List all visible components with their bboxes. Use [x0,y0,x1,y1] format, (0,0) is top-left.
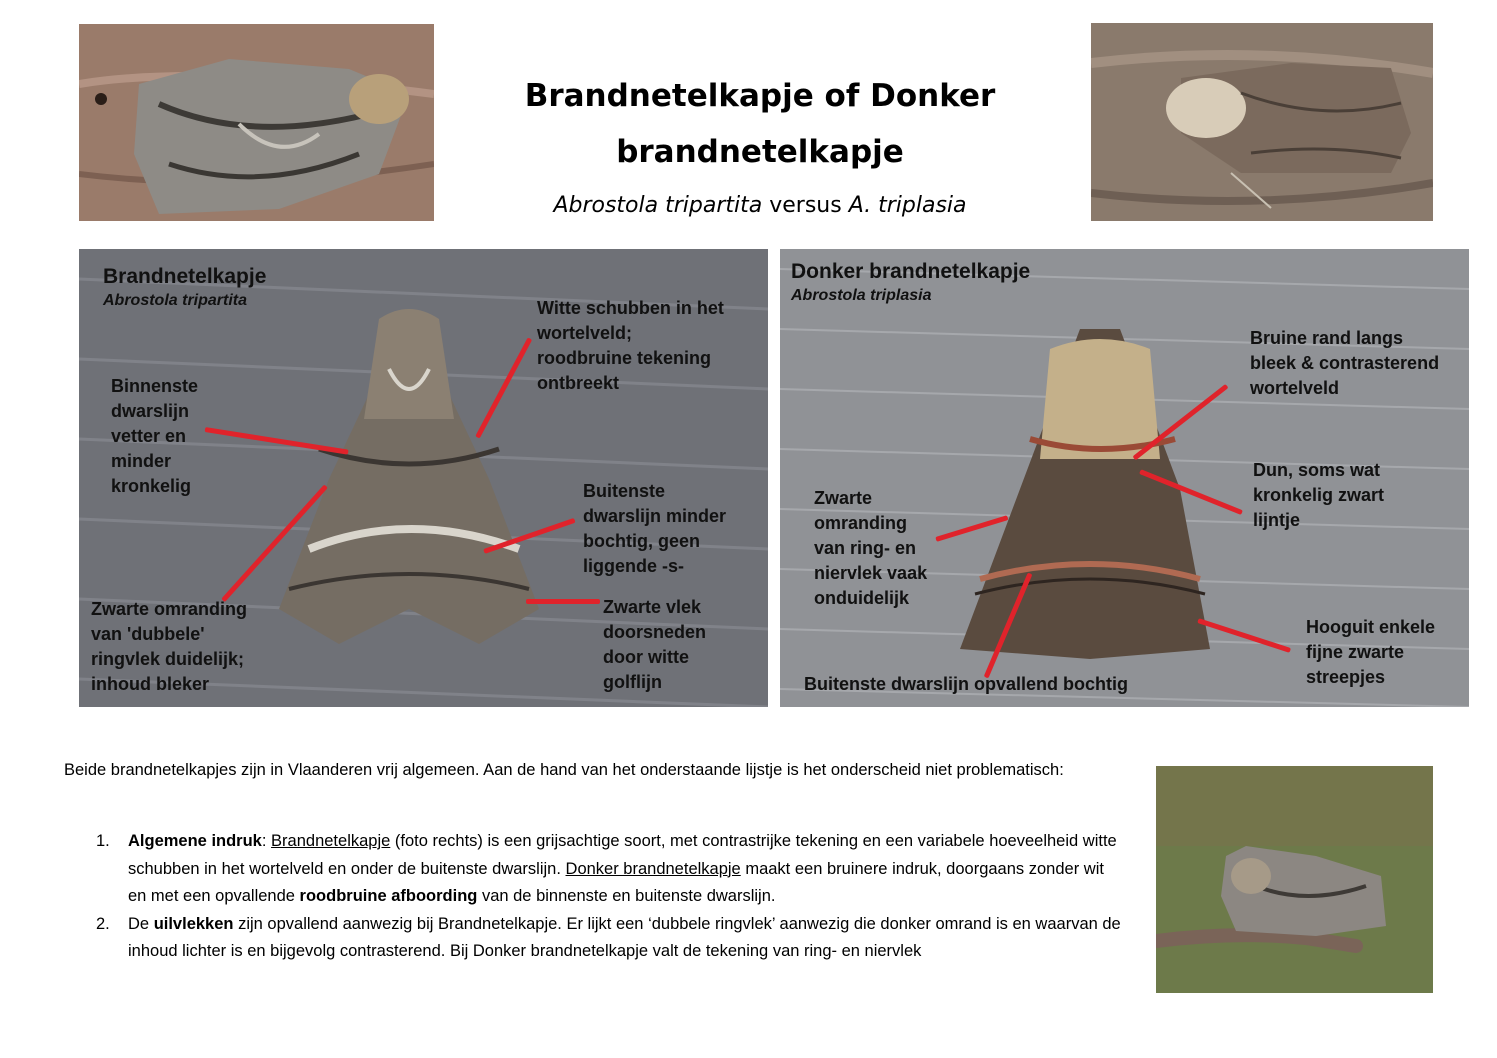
label-witte-schubben: Witte schubben in het wortelveld; roodbruine tekening ontbreekt [537,298,724,393]
label-bruine-rand: Bruine rand langs bleek & contrasterend wortelveld [1250,328,1440,398]
photo-top-left-moth [79,24,434,221]
item-text: (foto rechts) is een grijsachtige soort, met contrastrijke tekening en een variabele hoeveelheid witte schubben in het wortelveld en onder de buitenste dwarslijn. [128,832,1117,878]
label-zwarte-vlek: Zwarte vlek doorsneden door witte golflijn [603,597,707,692]
subtitle-species-1: Abrostola tripartita [553,193,763,218]
arrow-zwarte-vlek [526,599,600,604]
page-subtitle [470,193,1050,218]
list-item-number: 2. [96,914,110,933]
label-binnenste-dwarslijn: Binnenste dwarslijn vetter en minder kronkelig [111,376,199,496]
item-text: : [261,832,272,850]
list-item-number: 1. [96,832,110,850]
label-dun-lijntje: Dun, soms wat kronkelig zwart lijntje [1253,460,1385,530]
photo-bottom-right-moth [1156,766,1433,993]
list-item [64,828,1124,911]
subtitle-species-2: A. triplasia [848,193,967,218]
item-bold-label: Algemene indruk [128,832,262,850]
item-bold-term: roodbruine afboording [299,887,478,905]
item-text: van de binnenste en buitenste dwarslijn. [477,887,776,905]
list-item [64,911,1124,966]
label-hooguit: Hooguit enkele fijne zwarte streepjes [1306,617,1436,687]
title-line-1: Brandnetelkapje of Donker [524,78,996,114]
item-text: zijn opvallend aanwezig bij Brandnetelkapje. Er lijkt een ‘dubbele ringvlek’ aanwezig die donker omrand is en waarvan de inhoud lichter is en bijgevolg contrasterend. Bij Donker brandnetelkapje valt de tekening van ring- en niervlek [128,914,1121,960]
item-underlined-species: Donker brandnetelkapje [565,859,741,878]
item-text: maakt een bruinere indruk, doorgaans zonder wit en met een opvallende [128,859,1104,905]
right-panel-scientific: Abrostola triplasia [791,287,932,304]
label-zwarte-omranding: Zwarte omranding van 'dubbele' ringvlek duidelijk; inhoud bleker [91,599,248,694]
label-buitenste-dwarslijn: Buitenste dwarslijn minder bochtig, geen liggende -s- [583,481,727,576]
panel-donker-brandnetelkapje [780,249,1469,707]
item-text: De [128,914,154,933]
subtitle-versus: versus [762,193,849,218]
title-line-2: brandnetelkapje [616,134,904,170]
panel-brandnetelkapje [79,249,768,707]
item-bold-term: uilvlekken [153,914,234,933]
intro-paragraph: Beide brandnetelkapjes zijn in Vlaanderen vrij algemeen. Aan de hand van het onderstaande lijstje is het onderscheid niet problematisch: [64,761,1064,779]
label-buitenste-right: Buitenste dwarslijn opvallend bochtig [804,674,1129,694]
page-title [470,68,1050,180]
left-panel-title: Brandnetelkapje [103,265,267,288]
criteria-list [64,828,1124,966]
photo-top-right-moth [1091,23,1433,221]
right-panel-title: Donker brandnetelkapje [791,260,1031,283]
label-zwarte-omranding-right: Zwarte omranding van ring- en niervlek vaak onduidelijk [814,488,928,608]
left-panel-scientific: Abrostola tripartita [103,292,248,309]
item-underlined-species: Brandnetelkapje [271,832,391,850]
